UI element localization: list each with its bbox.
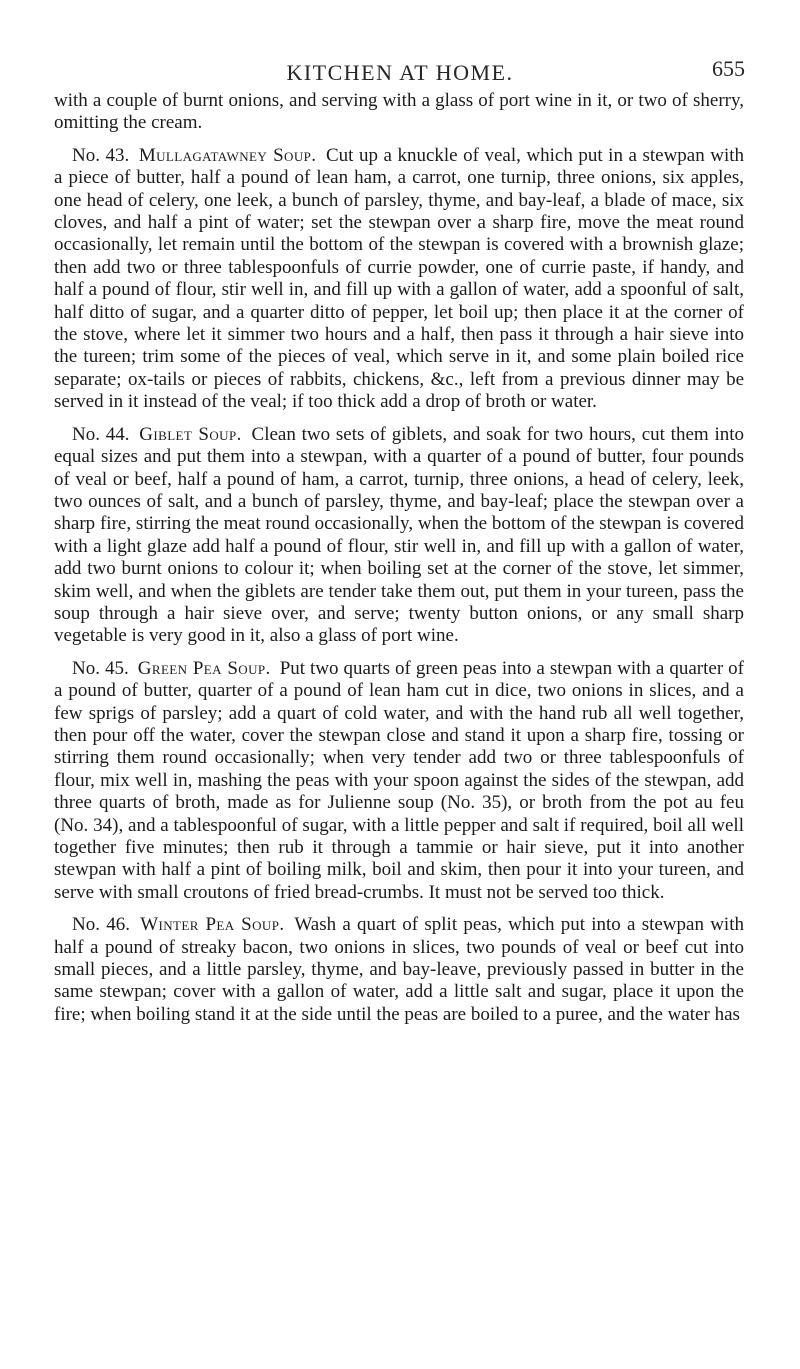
- recipe-number: No. 44.: [72, 423, 130, 445]
- paragraph-continuation: [54, 90, 744, 135]
- recipe-mullagatawney-soup: [54, 145, 744, 414]
- text-body: [54, 90, 744, 1036]
- recipe-title: Green Pea Soup.: [137, 657, 271, 679]
- page-number: 655: [712, 56, 745, 81]
- recipe-title: Giblet Soup.: [139, 423, 242, 445]
- recipe-title: Winter Pea Soup.: [140, 914, 285, 936]
- running-title: KITCHEN AT HOME.: [286, 60, 514, 85]
- running-head: [0, 56, 800, 86]
- recipe-number: No. 46.: [72, 914, 130, 936]
- paragraph-text: with a couple of burnt onions, and serving with a glass of port wine in it, or two of sherry, omitting the cream.: [54, 90, 744, 134]
- recipe-text: Wash a quart of split peas, which put into a stewpan with half a pound of streaky bacon, two onions in slices, two pounds of veal or beef cut into small pieces, and a little parsley, thyme, and bay-leave, previously passed in butter in the same stewpan; cover with a gallon of water, add a little salt and sugar, place it upon the fire; when boiling stand it at the side until the peas are boiled to a puree, and the water has: [54, 914, 744, 1025]
- recipe-title: Mullagatawney Soup.: [138, 144, 317, 166]
- recipe-text: Clean two sets of giblets, and soak for two hours, cut them into equal sizes and put them into a stewpan, with a quarter of a pound of butter, four pounds of veal or beef, half a pound of ham, a carrot, turnip, three onions, a head of celery, leek, two ounces of salt, and a bunch of parsley, thyme, and bay-leaf; place the stewpan over a sharp fire, stirring the meat round occasionally, when the bottom of the stewpan is covered with a light glaze add half a pound of flour, stir well in, and fill up with a gallon of water, add two burnt onions to colour it; when boiling set at the corner of the stove, let simmer, skim well, and when the giblets are tender take them out, put them in your tureen, pass the soup through a hair sieve over, and serve; twenty button onions, or any small sharp vegetable is very good in it, also a glass of port wine.: [54, 423, 745, 647]
- recipe-number: No. 45.: [72, 657, 129, 679]
- recipe-green-pea-soup: [54, 658, 744, 904]
- recipe-winter-pea-soup: [54, 914, 744, 1026]
- recipe-text: Put two quarts of green peas into a stewpan with a quarter of a pound of butter, quarter of a pound of lean ham cut in dice, two onions in slices, and a few sprigs of parsley; add a quart of cold water, and with the hand rub all well together, then pour off the water, cover the stewpan close and stand it upon a sharp fire, tossing or stirring them round occasionally; when very tender add two or three tablespoonfuls of flour, mix well in, mashing the peas with your spoon against the sides of the stewpan, add three quarts of broth, made as for Julienne soup (No. 35), or broth from the pot au feu (No. 34), and a tablespoonful of sugar, with a little pepper and salt if required, boil all well together five minutes; then rub it through a tammie or hair sieve, put it into another stewpan with half a pint of boiling milk, boil and skim, then pour it into your tureen, and serve with small croutons of fried bread-crumbs. It must not be served too thick.: [54, 657, 744, 903]
- recipe-text: Cut up a knuckle of veal, which put in a stewpan with a piece of butter, half a pound of lean ham, a carrot, one turnip, three onions, six apples, one head of celery, one leek, a bunch of parsley, thyme, and bay-leaf, a blade of mace, six cloves, and half a pint of water; set the stewpan over a sharp fire, move the meat round occasionally, let remain until the bottom of the stewpan is covered with a brownish glaze; then add two or three tablespoonfuls of currie powder, one of currie paste, if handy, and half a pound of flour, stir well in, and fill up with a gallon of water, add a spoonful of salt, half ditto of sugar, and a quarter ditto of pepper, let boil up; then place it at the corner of the stove, where let it simmer two hours and a half, then pass it through a hair sieve into the tureen; trim some of the pieces of veal, which serve in it, and some plain boiled rice separate; ox-tails or pieces of rabbits, chickens, &c., left from a previous dinner may be served in it instead of the veal; if too thick add a drop of broth or water.: [54, 144, 745, 413]
- recipe-number: No. 43.: [72, 144, 130, 166]
- recipe-giblet-soup: [54, 424, 744, 648]
